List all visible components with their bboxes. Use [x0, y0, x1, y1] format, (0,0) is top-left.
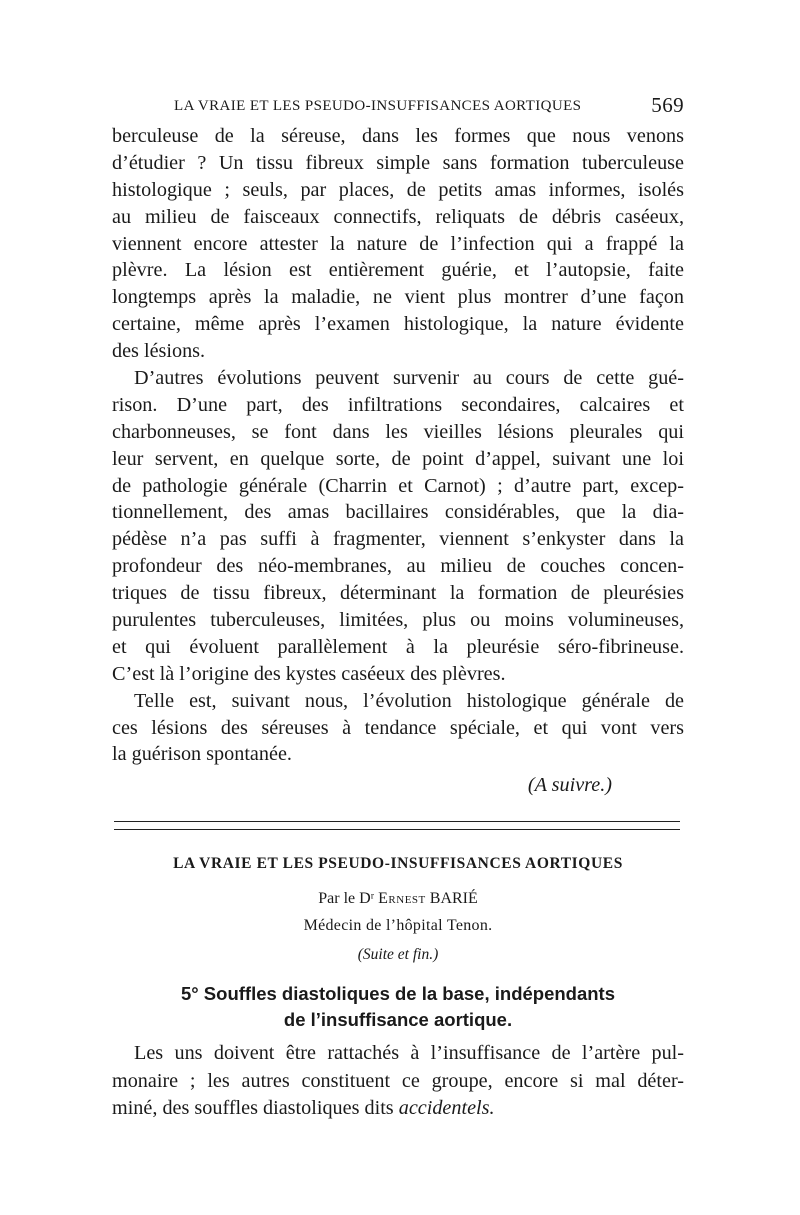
text-line: berculeuse de la séreuse, dans les formes que nous venons [112, 125, 684, 147]
previous-article-text [112, 123, 684, 799]
text-line: C’est là l’origine des kystes caséeux des plèvres. [112, 662, 506, 685]
double-rule-divider [114, 821, 680, 830]
text-line [112, 1095, 684, 1123]
text-line: pédèse n’a pas suffi à fragmenter, viennent s’enkyster dans la [112, 528, 684, 551]
text-line: certaine, même après l’examen histologique, la nature évidente [112, 313, 684, 336]
byline-prefix: Par le Dʳ [318, 890, 375, 907]
text-line: profondeur des néo-membranes, au milieu de couches concen- [112, 555, 684, 578]
to-be-continued: (A suivre.) [527, 774, 612, 797]
text-line: de pathologie générale (Charrin et Carnot) ; d’autre part, excep- [112, 474, 684, 497]
text-line: purulentes tuberculeuses, limitées, plus ou moins volumineuses, [112, 609, 684, 632]
text-segment: miné, des souffles diastoliques dits [112, 1097, 394, 1119]
article-body-text [112, 1040, 684, 1123]
text-line: longtemps après la maladie, ne vient plus montrer d’une façon [112, 286, 684, 309]
text-line: D’autres évolutions peuvent survenir au cours de cette gué- [134, 367, 684, 390]
section-heading [112, 981, 684, 1033]
page-number: 569 [651, 93, 684, 117]
section-heading-line: 5° Souffles diastoliques de la base, indépendants [180, 983, 616, 1004]
article-title: LA VRAIE ET LES PSEUDO-INSUFFISANCES AORTIQUES [173, 855, 623, 872]
section-heading-line: de l’insuffisance aortique. [283, 1009, 513, 1030]
text-line: plèvre. La lésion est entièrement guérie, et l’autopsie, faite [112, 259, 684, 282]
author-first-name: Ernest [378, 890, 426, 907]
text-line: histologique ; seuls, par places, de petits amas informes, isolés [112, 178, 684, 201]
text-line: monaire ; les autres constituent ce groupe, encore si mal déter- [112, 1069, 684, 1092]
running-head [112, 93, 684, 122]
text-line: d’étudier ? Un tissu fibreux simple sans formation tuberculeuse [112, 151, 684, 174]
text-line: Les uns doivent être rattachés à l’insuffisance de l’artère pul- [134, 1042, 684, 1064]
emphasized-term: accidentels. [398, 1097, 495, 1119]
text-line: leur servent, en quelque sorte, de point d’appel, suivant une loi [112, 447, 684, 470]
running-head-title: LA VRAIE ET LES PSEUDO-INSUFFISANCES AORTIQUES [174, 98, 582, 114]
text-line: charbonneuses, se font dans les vieilles lésions pleurales qui [112, 420, 684, 443]
continuation-note: (Suite et fin.) [357, 946, 439, 963]
byline [112, 890, 684, 908]
author-last-name: BARIÉ [429, 890, 478, 907]
text-line: ces lésions des séreuses à tendance spéciale, et qui vont vers [112, 716, 684, 739]
text-line: viennent encore attester la nature de l’infection qui a frappé la [112, 232, 684, 255]
text-line: triques de tissu fibreux, déterminant la formation de pleurésies [112, 582, 684, 605]
text-line: des lésions. [112, 340, 206, 363]
author-affiliation: Médecin de l’hôpital Tenon. [303, 917, 493, 934]
text-line: Telle est, suivant nous, l’évolution histologique générale de [134, 689, 684, 712]
text-line: et qui évoluent parallèlement à la pleurésie séro-fibrineuse. [112, 635, 684, 658]
text-line: rison. D’une part, des infiltrations secondaires, calcaires et [112, 393, 684, 416]
text-line: la guérison spontanée. [112, 743, 292, 766]
text-line: au milieu de faisceaux connectifs, reliquats de débris caséeux, [112, 205, 684, 228]
text-line: tionnellement, des amas bacillaires considérables, que la dia- [112, 501, 684, 524]
